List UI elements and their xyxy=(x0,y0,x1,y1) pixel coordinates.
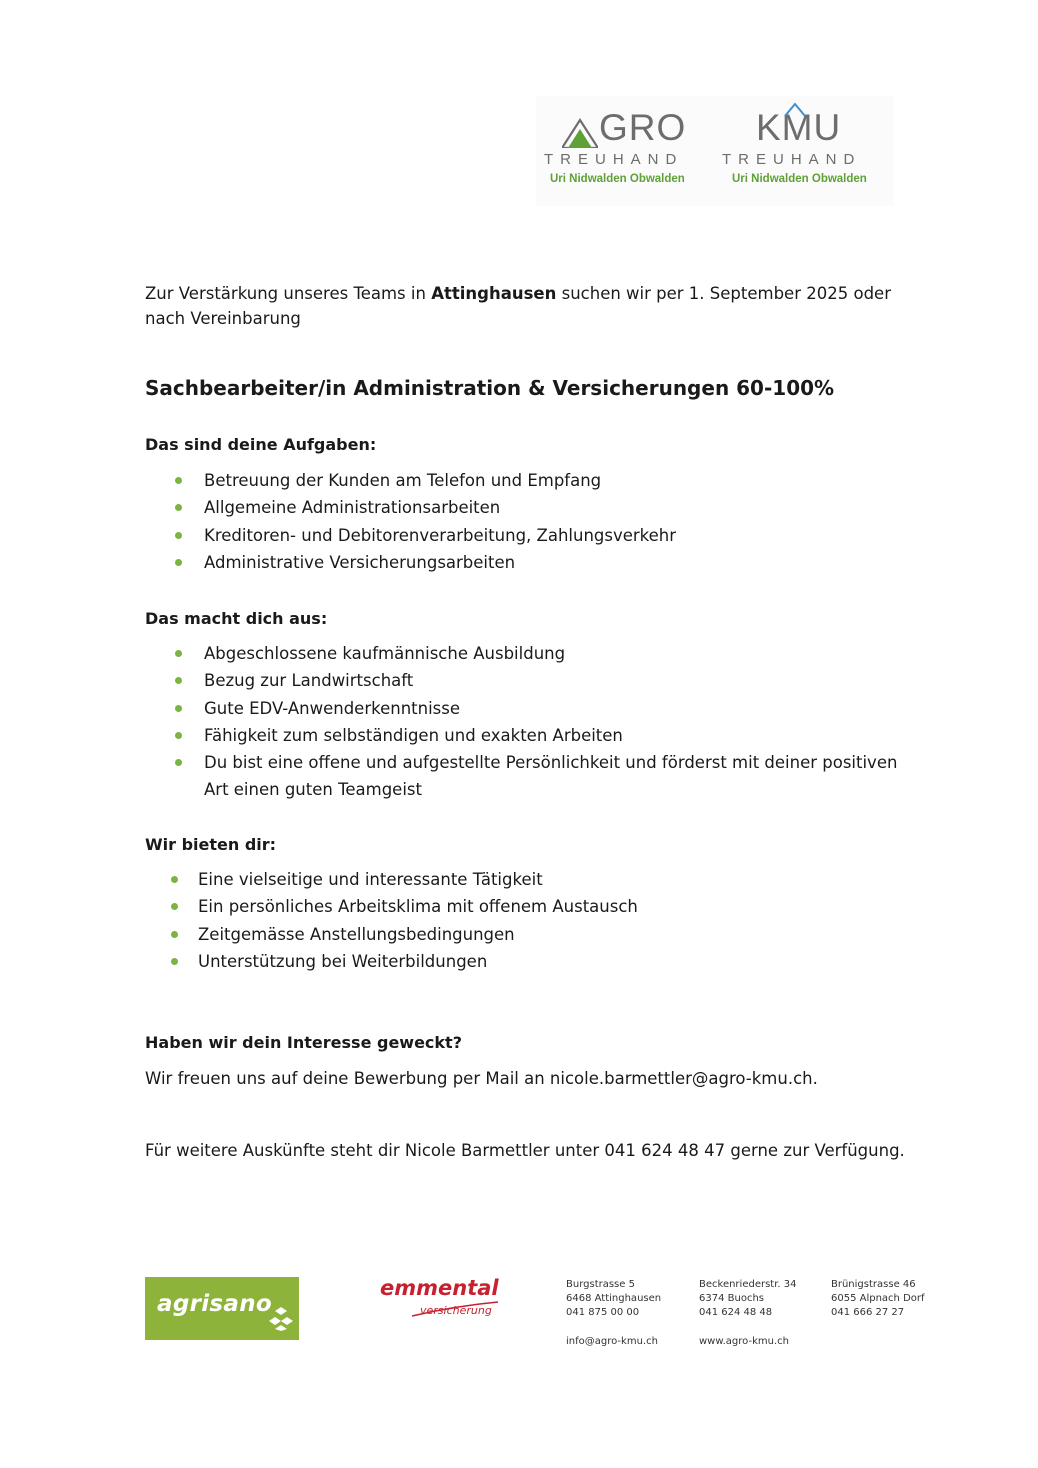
list-item: Allgemeine Administrationsarbeiten xyxy=(145,494,905,521)
bullet-icon xyxy=(175,759,182,766)
office-attinghausen: Burgstrasse 5 6468 Attinghausen 041 875 00 00 xyxy=(566,1279,662,1318)
bullet-icon xyxy=(175,705,182,712)
tasks-list xyxy=(145,467,905,576)
kmu-logo-word: KMU xyxy=(756,107,842,148)
tasks-heading: Das sind deine Aufgaben: xyxy=(145,435,377,454)
bullet-icon xyxy=(175,532,182,539)
intro-location: Attinghausen xyxy=(431,284,557,303)
emmental-logo xyxy=(380,1276,500,1320)
list-item: Fähigkeit zum selbständigen und exakten Arbeiten xyxy=(145,722,905,749)
list-item: Administrative Versicherungsarbeiten xyxy=(145,549,905,576)
office-buochs: Beckenriederstr. 34 6374 Buochs 041 624 48 48 xyxy=(699,1279,797,1318)
list-item: Du bist eine offene und aufgestellte Persönlichkeit und förderst mit deiner positiven Art einen guten Teamgeist xyxy=(145,749,905,804)
list-item: Eine vielseitige und interessante Tätigkeit xyxy=(145,866,905,893)
agro-treuhand-logo xyxy=(544,108,686,186)
application-text: Wir freuen uns auf deine Bewerbung per Mail an nicole.barmettler@agro-kmu.ch. xyxy=(145,1069,818,1088)
offer-list xyxy=(145,866,905,975)
list-item: Betreuung der Kunden am Telefon und Empfang xyxy=(145,467,905,494)
bullet-icon xyxy=(175,677,182,684)
agro-logo-region: Uri Nidwalden Obwalden xyxy=(550,173,685,185)
kmu-treuhand-logo xyxy=(722,108,867,186)
header-logos xyxy=(536,96,894,206)
list-item: Zeitgemässe Anstellungsbedingungen xyxy=(145,921,905,948)
list-item: Bezug zur Landwirtschaft xyxy=(145,667,905,694)
profile-heading: Das macht dich aus: xyxy=(145,609,328,628)
interest-heading: Haben wir dein Interesse geweckt? xyxy=(145,1033,462,1052)
bullet-icon xyxy=(175,732,182,739)
agrisano-symbol-icon xyxy=(267,1307,295,1331)
profile-list xyxy=(145,640,905,804)
bullet-icon xyxy=(175,559,182,566)
emmental-logo-sub: versicherung xyxy=(420,1304,492,1317)
footer-email: info@agro-kmu.ch xyxy=(566,1336,658,1347)
intro-paragraph xyxy=(145,281,935,331)
bullet-icon xyxy=(175,504,182,511)
bullet-icon xyxy=(175,477,182,484)
bullet-icon xyxy=(171,931,178,938)
bullet-icon xyxy=(175,650,182,657)
bullet-icon xyxy=(171,958,178,965)
kmu-logo-sub: TREUHAND xyxy=(722,151,862,168)
bullet-icon xyxy=(171,876,178,883)
job-title: Sachbearbeiter/in Administration & Versicherungen 60-100% xyxy=(145,376,835,400)
agrisano-logo-text: agrisano xyxy=(157,1291,272,1317)
agro-logo-word: GRO xyxy=(599,107,687,148)
list-item: Unterstützung bei Weiterbildungen xyxy=(145,948,905,975)
list-item: Kreditoren- und Debitorenverarbeitung, Zahlungsverkehr xyxy=(145,522,905,549)
contact-text: Für weitere Auskünfte steht dir Nicole Barmettler unter 041 624 48 47 gerne zur Verfügung. xyxy=(145,1141,905,1160)
footer-web: www.agro-kmu.ch xyxy=(699,1336,789,1347)
office-alpnach: Brünigstrasse 46 6055 Alpnach Dorf 041 666 27 27 xyxy=(831,1279,925,1318)
list-item: Abgeschlossene kaufmännische Ausbildung xyxy=(145,640,905,667)
agro-logo-sub: TREUHAND xyxy=(544,151,684,168)
kmu-mountain-icon xyxy=(784,102,806,118)
agro-mountain-icon xyxy=(562,118,598,148)
agrisano-logo xyxy=(145,1277,299,1340)
kmu-logo-region: Uri Nidwalden Obwalden xyxy=(732,173,867,185)
list-item: Gute EDV-Anwenderkenntnisse xyxy=(145,695,905,722)
bullet-icon xyxy=(171,903,178,910)
emmental-logo-text: emmental xyxy=(380,1276,499,1300)
offer-heading: Wir bieten dir: xyxy=(145,835,277,854)
intro-before: Zur Verstärkung unseres Teams in xyxy=(145,284,432,303)
list-item: Ein persönliches Arbeitsklima mit offenem Austausch xyxy=(145,893,905,920)
intro-after: suchen wir per 1. September 2025 oder nach Vereinbarung xyxy=(145,284,891,328)
